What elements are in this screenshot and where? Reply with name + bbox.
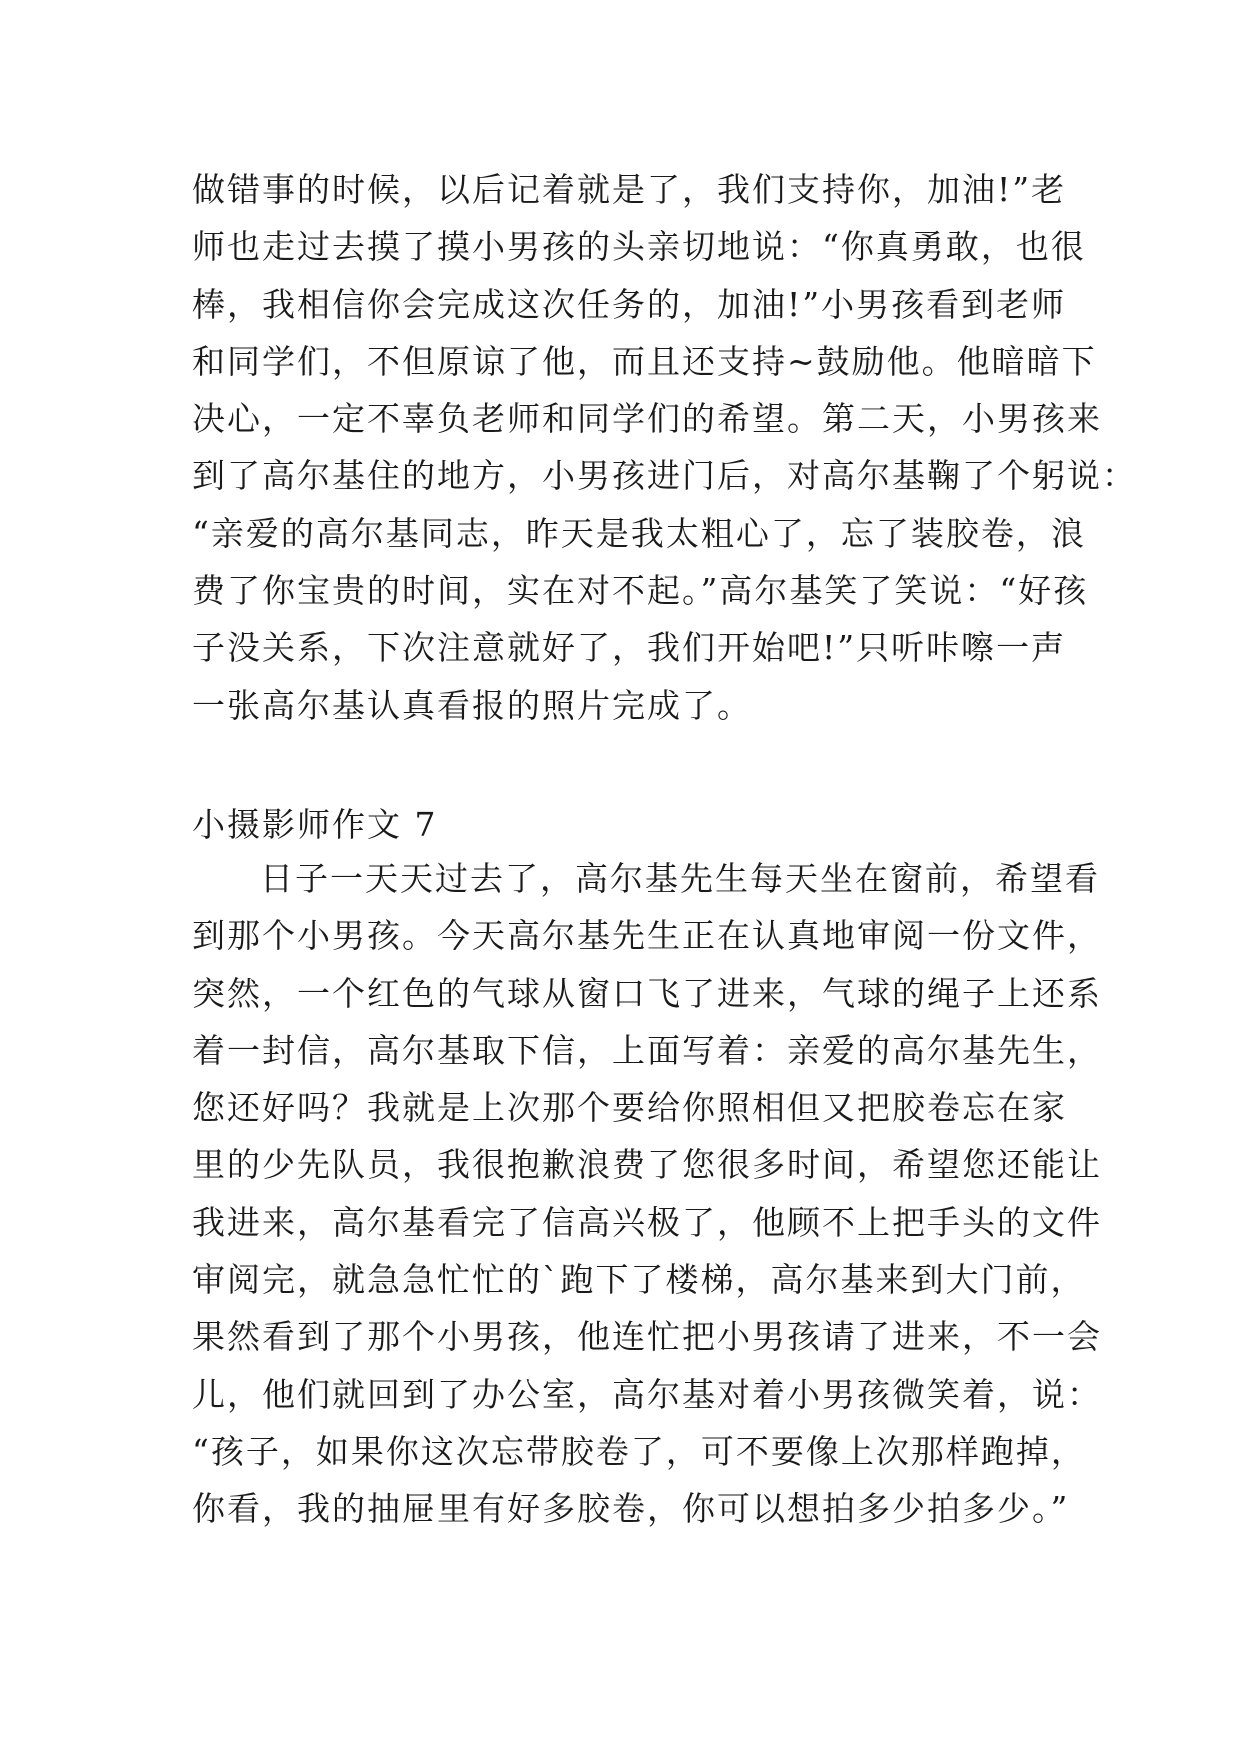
- text-line: 果然看到了那个小男孩，他连忙把小男孩请了进来，不一会: [192, 1317, 1102, 1357]
- text-line: “亲爱的高尔基同志，昨天是我太粗心了，忘了装胶卷，浪: [192, 513, 1086, 553]
- text-line: 审阅完，就急急忙忙的`跑下了楼梯，高尔基来到大门前，: [192, 1260, 1086, 1300]
- text-line: 做错事的时候，以后记着就是了，我们支持你，加油!”老: [192, 170, 1067, 209]
- text-line: 突然，一个红色的气球从窗口飞了进来，气球的绳子上还系: [192, 973, 1102, 1013]
- heading-text: 小摄影师作文 7: [192, 805, 438, 844]
- text-line: 着一封信，高尔基取下信，上面写着：亲爱的高尔基先生，: [192, 1030, 1102, 1070]
- text-line: 和同学们，不但原谅了他，而且还支持~鼓励他。他暗暗下: [192, 341, 1097, 381]
- text-line: 决心，一定不辜负老师和同学们的希望。第二天，小男孩来: [192, 399, 1102, 439]
- text-line: 我进来，高尔基看完了信高兴极了，他顾不上把手头的文件: [192, 1202, 1102, 1242]
- section-heading: [192, 796, 1062, 853]
- text-line: 到了高尔基住的地方，小男孩进门后，对高尔基鞠了个躬说：: [192, 456, 1137, 496]
- text-line: 一张高尔基认真看报的照片完成了。: [192, 685, 752, 725]
- text-line: 里的少先队员，我很抱歉浪费了您很多时间，希望您还能让: [192, 1145, 1102, 1185]
- text-line: 儿，他们就回到了办公室，高尔基对着小男孩微笑着，说：: [192, 1374, 1102, 1414]
- text-line: “孩子，如果你这次忘带胶卷了，可不要像上次那样跑掉，: [192, 1431, 1086, 1471]
- text-line: 您还好吗？我就是上次那个要给你照相但又把胶卷忘在家: [192, 1088, 1067, 1128]
- text-line: 日子一天天过去了，高尔基先生每天坐在窗前，希望看: [260, 859, 1100, 898]
- text-line: 师也走过去摸了摸小男孩的头亲切地说：“你真勇敢，也很: [192, 227, 1086, 267]
- paragraph: [192, 850, 1102, 1538]
- text-line: 到那个小男孩。今天高尔基先生正在认真地审阅一份文件，: [192, 916, 1102, 956]
- text-line: 棒，我相信你会完成这次任务的，加油!”小男孩看到老师: [192, 284, 1067, 324]
- text-line: 你看，我的抽屉里有好多胶卷，你可以想拍多少拍多少。”: [192, 1489, 1070, 1529]
- text-line: 子没关系，下次注意就好了，我们开始吧!”只听咔嚓一声: [192, 628, 1067, 668]
- paragraph-continued: [192, 161, 1137, 734]
- text-line: 费了你宝贵的时间，实在对不起。”高尔基笑了笑说：“好孩: [192, 571, 1089, 611]
